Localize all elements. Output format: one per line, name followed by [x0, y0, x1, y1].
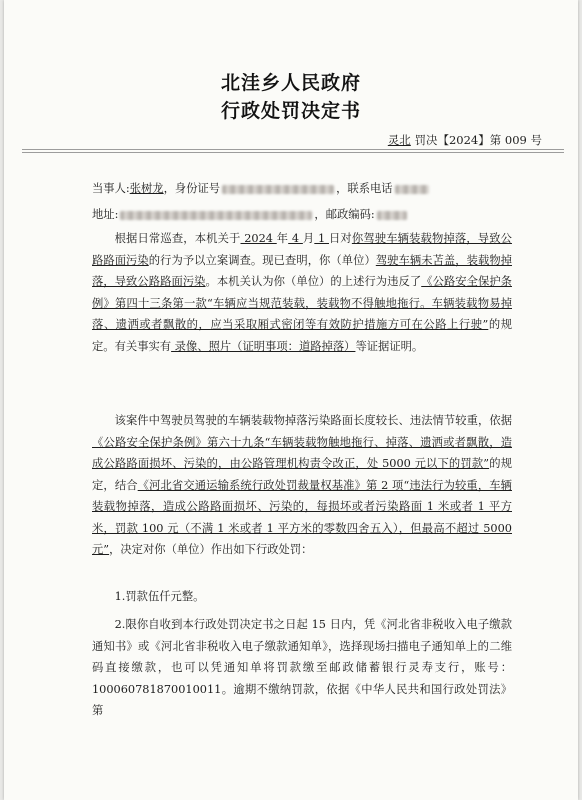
redacted-address: [120, 211, 312, 220]
penalty-item-2: 2.限你自收到本行政处罚决定书之日起 15 日内，凭《河北省非税收入电子缴款通知书》或《河北省非税收入电子缴款通知单》，选择现场扫描电子通知单上的二维码直接缴款，也可以凭通知单将罚款缴至邮政储蓄银行灵寿支行，账号：100060781870010011。逾期不缴纳罚款，依据《中华人民共和国行政处罚法》第: [92, 618, 512, 717]
divider-line: [22, 152, 564, 153]
org-title: 北洼乡人民政府: [220, 72, 361, 94]
facts-paragraph: 根据日常巡查，本机关于 2024 年 4 月 1 日对你驾驶车辆装载物掉落，导致公路路面污染的行为予以立案调查。现已查明，你（单位）驾驶车辆未苫盖，装载物掉落，导致公路路面污染。本机关认为你（单位）的上述行为违反了《公路安全保护条例》第四十三条第一款“车辆应当规范装载，装载物不得触地拖行。车辆装载物易掉落、遗洒或者飘散的，应当采取厢式密闭等有效防护措施方可在公路上行驶”的规定。有关事实有 录像、照片（证明事项：道路掉落）等证据证明。: [92, 232, 512, 353]
docno-place: 灵北: [387, 133, 411, 147]
party-line: [92, 180, 546, 196]
document-page: [4, 0, 578, 800]
phone-label: ，联系电话: [336, 182, 393, 195]
docno-rest: 罚决【2024】第 009 号: [410, 133, 542, 147]
id-label: ，身份证号: [163, 182, 221, 195]
penalty-item-1: 1.罚款伍仟元整。: [114, 590, 205, 603]
address-label: 地址:: [92, 208, 119, 221]
postcode-label: ，邮政编码:: [314, 208, 375, 221]
redacted-id-number: [222, 185, 334, 194]
document-number: [388, 132, 542, 148]
address-line: [92, 206, 546, 222]
redacted-phone: [395, 185, 429, 194]
party-name: 张树龙: [129, 182, 164, 195]
penalty-basis-paragraph: 该案件中驾驶员驾驶的车辆装载物掉落污染路面长度较长、违法情节较重，依据《公路安全保护条例》第六十九条“车辆装载物触地拖行、掉落、遗洒或者飘散，造成公路路面损坏、污染的，由公路管理机构责令改正，处 5000 元以下的罚款”的规定，结合《河北省交通运输系统行政处罚裁量权基准》第 2 项“违法行为较重，车辆装载物掉落，造成公路路面损坏、污染的，每损坏或者污染路面 1 米或者 1 平方米，罚款 100 元（不满 1 米或者 1 平方米的零数四舍五入），但最高不超过 5000 元”，决定对你（单位）作出如下行政处罚：: [92, 414, 512, 556]
divider-line: [22, 149, 564, 150]
doc-type-title: 行政处罚决定书: [220, 100, 361, 122]
party-label: 当事人:: [92, 182, 130, 195]
redacted-postcode: [377, 211, 407, 220]
